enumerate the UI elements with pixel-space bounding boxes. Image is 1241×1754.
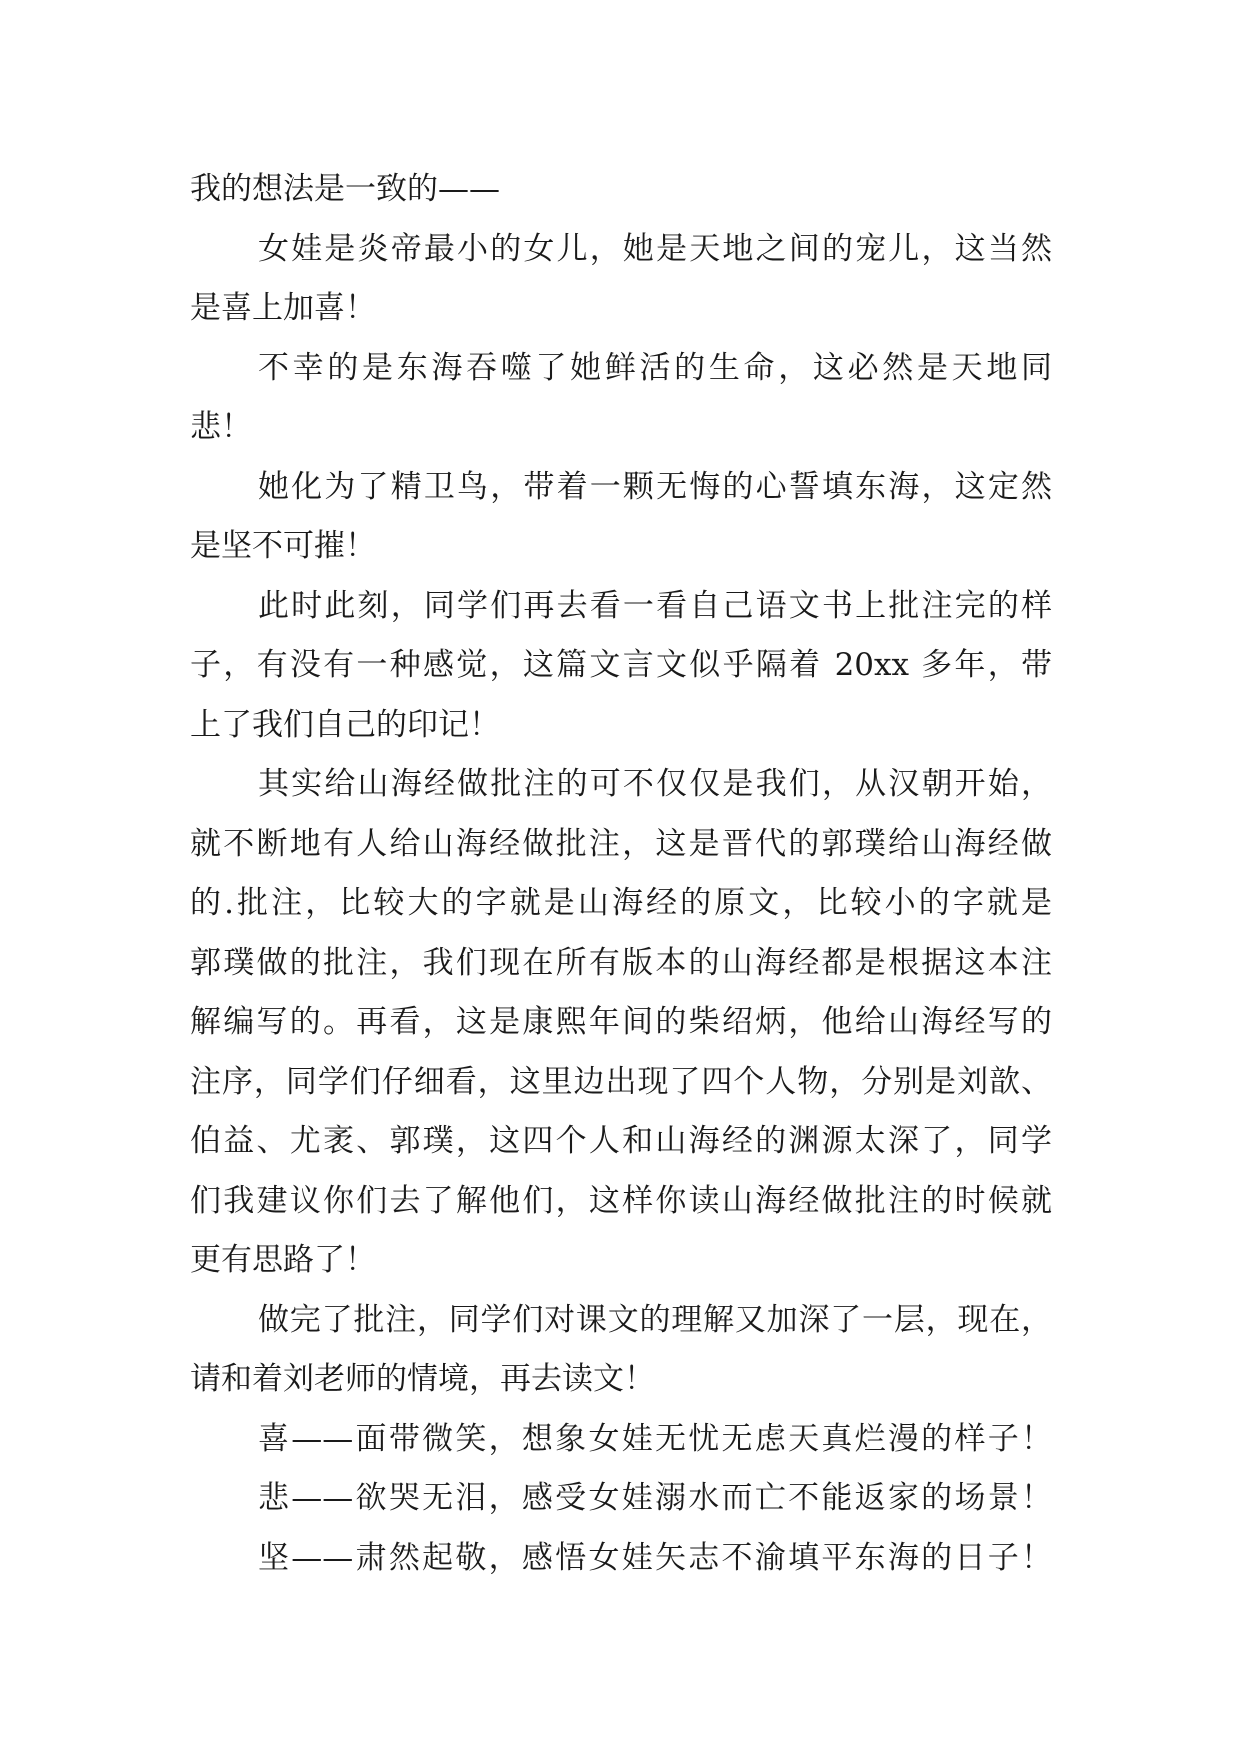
text-line: 郭璞做的批注，我们现在所有版本的山海经都是根据这本注 (190, 944, 1052, 981)
text-line: 不幸的是东海吞噬了她鲜活的生命，这必然是天地同 (258, 349, 1052, 386)
text-line: 喜——面带微笑，想象女娃无忧无虑天真烂漫的样子！ (258, 1420, 1052, 1457)
text-line: 们我建议你们去了解他们，这样你读山海经做批注的时候就 (190, 1182, 1052, 1219)
text-line: 悲——欲哭无泪，感受女娃溺水而亡不能返家的场景！ (258, 1480, 1052, 1516)
text-line: 我的想法是一致的—— (190, 171, 500, 207)
text-line: 上了我们自己的印记！ (190, 706, 500, 743)
text-line: 子，有没有一种感觉，这篇文言文似乎隔着 20xx 多年，带 (190, 647, 1052, 683)
text-line: 坚——肃然起敬，感悟女娃矢志不渝填平东海的日子！ (258, 1539, 1052, 1576)
text-line: 此时此刻，同学们再去看一看自己语文书上批注完的样 (258, 587, 1052, 624)
text-line: 是坚不可摧！ (190, 528, 376, 564)
text-line: 是喜上加喜！ (190, 290, 376, 326)
text-line: 请和着刘老师的情境，再去读文！ (190, 1361, 655, 1397)
text-line: 伯益、尤袤、郭璞，这四个人和山海经的渊源太深了，同学 (190, 1123, 1052, 1159)
text-line: 她化为了精卫鸟，带着一颗无悔的心誓填东海，这定然 (258, 468, 1052, 505)
text-line: 就不断地有人给山海经做批注，这是晋代的郭璞给山海经做 (190, 825, 1052, 862)
text-line: 解编写的。再看，这是康熙年间的柴绍炳，他给山海经写的 (190, 1004, 1052, 1040)
text-line: 的.批注，比较大的字就是山海经的原文，比较小的字就是 (190, 885, 1052, 921)
text-line: 悲！ (190, 409, 252, 445)
text-line: 注序，同学们仔细看，这里边出现了四个人物，分别是刘歆、 (190, 1063, 1052, 1100)
text-line: 其实给山海经做批注的可不仅仅是我们，从汉朝开始， (258, 766, 1052, 802)
text-line: 女娃是炎帝最小的女儿，她是天地之间的宠儿，这当然 (258, 230, 1052, 267)
document-body (190, 160, 1052, 1588)
text-line: 更有思路了！ (190, 1242, 376, 1278)
text-line: 做完了批注，同学们对课文的理解又加深了一层，现在， (258, 1301, 1052, 1338)
